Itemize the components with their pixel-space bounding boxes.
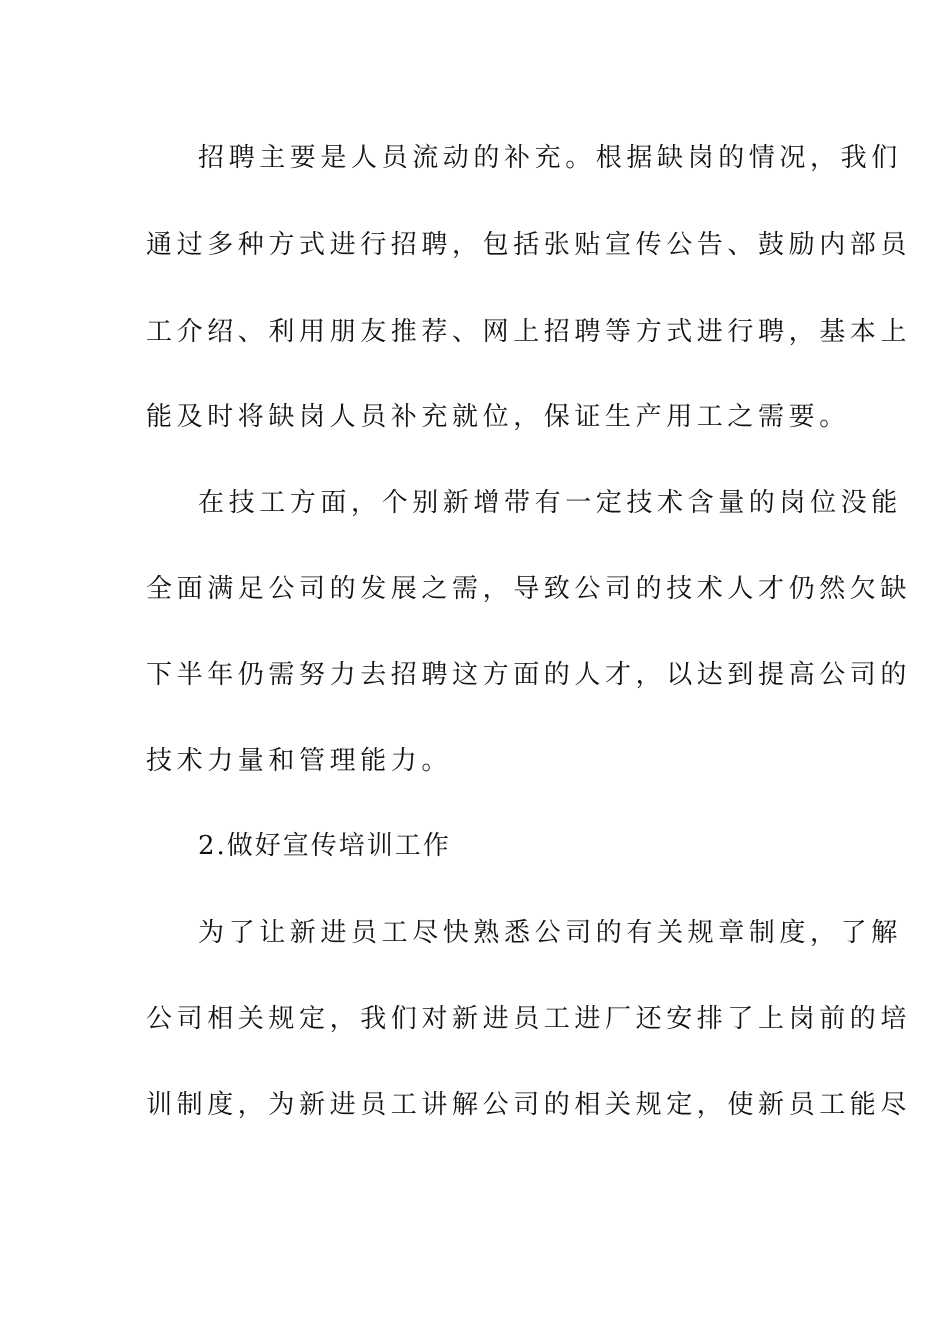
- paragraph-3-line-3: 训制度，为新进员工讲解公司的相关规定，使新员工能尽: [146, 1090, 912, 1120]
- paragraph-1-line-2: 通过多种方式进行招聘，包括张贴宣传公告、鼓励内部员: [146, 230, 912, 260]
- paragraph-2-line-2: 全面满足公司的发展之需，导致公司的技术人才仍然欠缺: [146, 574, 912, 604]
- section-heading: 2.做好宣传培训工作: [198, 831, 451, 861]
- paragraph-3-line-1: 为了让新进员工尽快熟悉公司的有关规章制度，了解: [198, 918, 902, 948]
- paragraph-1-line-4: 能及时将缺岗人员补充就位，保证生产用工之需要。: [146, 402, 850, 432]
- paragraph-2-line-1: 在技工方面，个别新增带有一定技术含量的岗位没能: [198, 488, 902, 518]
- paragraph-1-line-1: 招聘主要是人员流动的补充。根据缺岗的情况，我们: [198, 143, 902, 173]
- paragraph-2-line-3: 下半年仍需努力去招聘这方面的人才，以达到提高公司的: [146, 660, 912, 690]
- paragraph-3-line-2: 公司相关规定，我们对新进员工进厂还安排了上岗前的培: [146, 1004, 912, 1034]
- paragraph-1-line-3: 工介绍、利用朋友推荐、网上招聘等方式进行聘，基本上: [146, 317, 912, 347]
- paragraph-2-line-4: 技术力量和管理能力。: [146, 746, 453, 776]
